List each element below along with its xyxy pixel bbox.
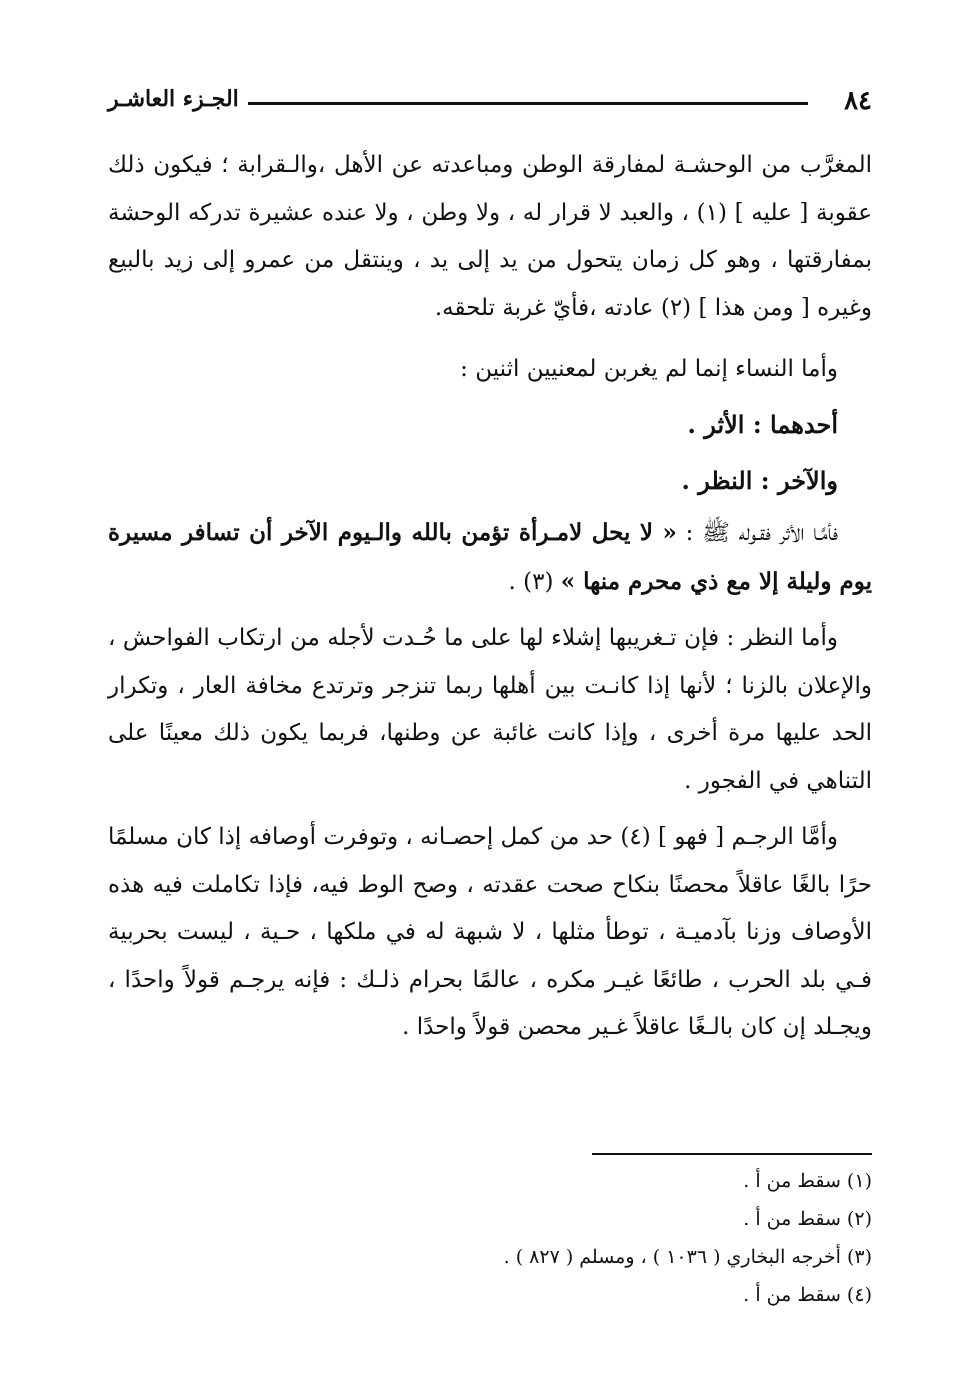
footnotes	[108, 1162, 872, 1314]
footnote-3: (٣) أخرجه البخاري ( ١٠٣٦ ) ، ومسلم ( ٨٢٧ ) .	[503, 1246, 872, 1268]
paragraph-nazar: وأما النظر : فإن تـغريبها إشلاء لها على ما حُـدت لأجله من ارتكاب الفواحش ، والإعلان بالزنا ؛ لأنها إذا كانـت بين أهلها ربما تنزجر وترتدع مخافة العار ، وتكرار الحد عليها مرة أخرى ، وإذا كانت غائبة عن وطنها، فربما يكون ذلك معينًا على التناهي في الفجور .	[108, 625, 872, 794]
athar-intro: فأمَّـا الأثر فقـوله ﷺ :	[676, 520, 838, 546]
footnote-1: (١) سقط من أ .	[743, 1170, 872, 1192]
page-header	[108, 80, 872, 124]
header-rule	[248, 102, 808, 105]
footnote-4: (٤) سقط من أ .	[743, 1284, 872, 1306]
page-number: ٨٤	[844, 86, 872, 116]
footnote-2: (٢) سقط من أ .	[743, 1208, 872, 1230]
athar-ref: (٣) .	[508, 568, 561, 595]
paragraph-2: وأما النساء إنما لم يغربن لمعنيين اثنين :	[460, 356, 838, 382]
paragraph-1: المغرَّب من الوحشـة لمفارقة الوطن ومباعدته عن الأهل ،والـقرابة ؛ فيكون ذلك عقوبة [ عليه ] (١) ، والعبد لا قرار له ، ولا وطن ، ولا عنده عشيرة تدركه الوحشة بمفارقتها ، وهو كل زمان يتحول من يد إلى يد ، وينتقل من عمرو إلى زيد بالبيع وغيره [ ومن هذا ] (٢) عادته ،فأيّ غربة تلحقه.	[108, 152, 873, 321]
body-text	[108, 142, 872, 1061]
second-meaning: والآخر : النظر .	[681, 466, 838, 495]
first-meaning: أحدهما : الأثر .	[687, 410, 838, 439]
book-page	[108, 80, 872, 1320]
footnote-rule	[592, 1153, 872, 1155]
paragraph-athar	[108, 509, 872, 606]
running-title: الجـزء العاشـر	[108, 86, 239, 112]
hadith-quote: « لا يحل لامـرأة تؤمن بالله والـيوم الآخر أن تسافر مسيرة يوم وليلة إلا مع ذي محرم منها »	[108, 519, 872, 595]
paragraph-rajm: وأمَّا الرجـم [ فهو ] (٤) حد من كمل إحصـانه ، وتوفرت أوصافه إذا كان مسلمًا حرًا بالغًا عاقلاً محصنًا بنكاح صحت عقدته ، وصح الوط فيه، فإذا تكاملت فيه هذه الأوصاف وزنا بآدميـة ، توطأ مثلها ، لا شبهة له في ملكها ، حـية ، ليست بحربية فـي بلد الحرب ، طائعًا غيـر مكره ، عالمًا بحرام ذلـك : فإنه يرجـم قولاً واحدًا ، ويجـلد إن كان بالـغًا عاقلاً غـير محصن قولاً واحدًا .	[108, 824, 872, 1040]
